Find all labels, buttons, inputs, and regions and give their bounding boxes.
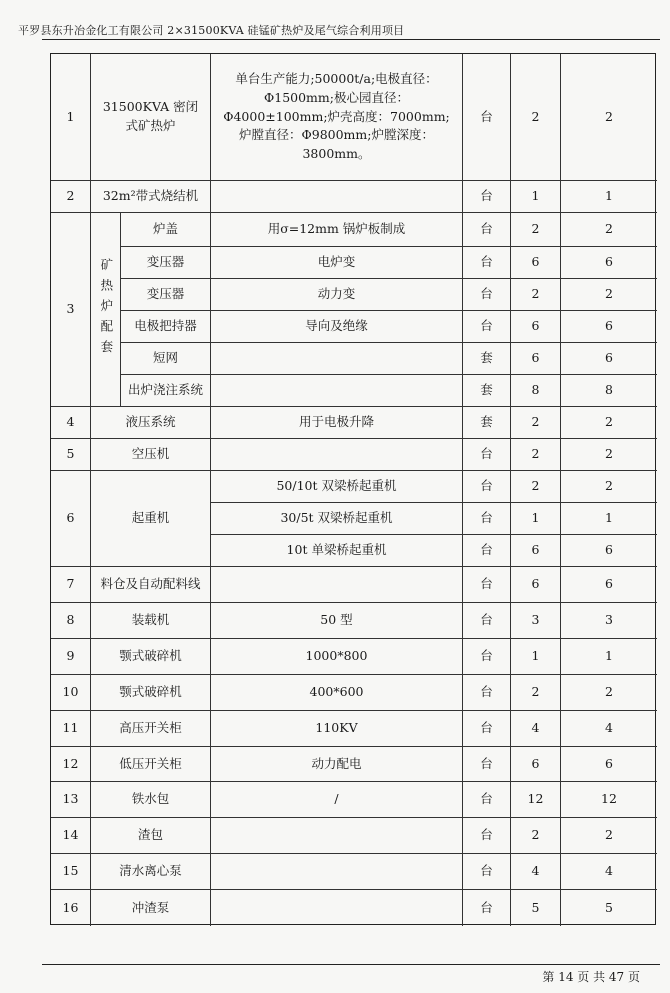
unit-cell: 台 xyxy=(463,675,511,711)
unit-cell: 台 xyxy=(463,711,511,747)
quantity-total-cell: 6 xyxy=(561,567,657,603)
equipment-spec: 用于电极升降 xyxy=(211,407,463,439)
equipment-spec: 动力变 xyxy=(211,279,463,311)
quantity-cell: 2 xyxy=(511,213,561,247)
quantity-cell: 5 xyxy=(511,890,561,926)
row-number: 10 xyxy=(51,675,91,711)
quantity-total-cell: 2 xyxy=(561,439,657,471)
quantity-total-cell: 3 xyxy=(561,603,657,639)
equipment-spec xyxy=(211,890,463,926)
unit-cell: 台 xyxy=(463,181,511,213)
row-number: 15 xyxy=(51,854,91,890)
unit-cell: 台 xyxy=(463,439,511,471)
quantity-total-cell: 2 xyxy=(561,675,657,711)
quantity-total-cell: 2 xyxy=(561,54,657,181)
quantity-total-cell: 1 xyxy=(561,503,657,535)
equipment-name: 渣包 xyxy=(91,818,211,854)
row-number: 14 xyxy=(51,818,91,854)
quantity-cell: 2 xyxy=(511,471,561,503)
footer-rule xyxy=(42,964,660,965)
quantity-total-cell: 2 xyxy=(561,407,657,439)
equipment-spec: 30/5t 双梁桥起重机 xyxy=(211,503,463,535)
unit-cell: 台 xyxy=(463,818,511,854)
equipment-spec: 动力配电 xyxy=(211,747,463,782)
quantity-total-cell: 4 xyxy=(561,854,657,890)
equipment-name: 电极把持器 xyxy=(121,311,211,343)
row-number: 2 xyxy=(51,181,91,213)
equipment-name: 32m²带式烧结机 xyxy=(91,181,211,213)
equipment-name: 短网 xyxy=(121,343,211,375)
equipment-spec: / xyxy=(211,782,463,818)
quantity-total-cell: 6 xyxy=(561,535,657,567)
unit-cell: 台 xyxy=(463,603,511,639)
equipment-spec: 单台生产能力;50000t/a;电极直径：Φ1500mm;极心园直径：Φ4000±100mm;炉壳高度：7000mm;炉膛直径：Φ9800mm;炉膛深度：3800mm。 xyxy=(211,54,463,181)
equipment-name: 出炉浇注系统 xyxy=(121,375,211,407)
quantity-cell: 2 xyxy=(511,407,561,439)
equipment-spec: 10t 单梁桥起重机 xyxy=(211,535,463,567)
quantity-total-cell: 2 xyxy=(561,213,657,247)
equipment-spec xyxy=(211,439,463,471)
quantity-cell: 1 xyxy=(511,503,561,535)
unit-cell: 台 xyxy=(463,247,511,279)
quantity-total-cell: 6 xyxy=(561,247,657,279)
quantity-cell: 2 xyxy=(511,675,561,711)
quantity-cell: 6 xyxy=(511,311,561,343)
quantity-total-cell: 4 xyxy=(561,711,657,747)
equipment-spec xyxy=(211,375,463,407)
header-rule xyxy=(42,39,660,40)
row-number: 16 xyxy=(51,890,91,926)
unit-cell: 台 xyxy=(463,311,511,343)
unit-cell: 台 xyxy=(463,854,511,890)
equipment-spec: 1000*800 xyxy=(211,639,463,675)
quantity-cell: 12 xyxy=(511,782,561,818)
row-number: 7 xyxy=(51,567,91,603)
quantity-total-cell: 6 xyxy=(561,311,657,343)
equipment-name: 变压器 xyxy=(121,247,211,279)
equipment-name: 清水离心泵 xyxy=(91,854,211,890)
equipment-spec xyxy=(211,567,463,603)
equipment-name: 31500KVA 密闭式矿热炉 xyxy=(91,54,211,181)
quantity-total-cell: 2 xyxy=(561,818,657,854)
row-number: 12 xyxy=(51,747,91,782)
document-header: 平罗县东升冶金化工有限公司 2×31500KVA 硅锰矿热炉及尾气综合利用项目 xyxy=(18,24,405,37)
row-number: 11 xyxy=(51,711,91,747)
equipment-spec: 电炉变 xyxy=(211,247,463,279)
equipment-spec: 50/10t 双梁桥起重机 xyxy=(211,471,463,503)
equipment-table xyxy=(50,53,656,925)
equipment-name: 颚式破碎机 xyxy=(91,639,211,675)
quantity-total-cell: 1 xyxy=(561,639,657,675)
quantity-total-cell: 12 xyxy=(561,782,657,818)
quantity-total-cell: 8 xyxy=(561,375,657,407)
unit-cell: 台 xyxy=(463,54,511,181)
quantity-cell: 6 xyxy=(511,535,561,567)
unit-cell: 台 xyxy=(463,471,511,503)
row-number: 8 xyxy=(51,603,91,639)
quantity-cell: 8 xyxy=(511,375,561,407)
unit-cell: 台 xyxy=(463,503,511,535)
quantity-cell: 1 xyxy=(511,181,561,213)
equipment-spec xyxy=(211,854,463,890)
quantity-cell: 4 xyxy=(511,854,561,890)
row-number: 5 xyxy=(51,439,91,471)
equipment-spec xyxy=(211,818,463,854)
row-number: 13 xyxy=(51,782,91,818)
quantity-total-cell: 5 xyxy=(605,899,613,915)
row-number: 6 xyxy=(51,471,91,567)
row-number: 1 xyxy=(51,54,91,181)
unit-cell: 台 xyxy=(463,213,511,247)
unit-cell: 台 xyxy=(463,782,511,818)
equipment-name: 液压系统 xyxy=(91,407,211,439)
equipment-name: 高压开关柜 xyxy=(91,711,211,747)
equipment-name: 铁水包 xyxy=(91,782,211,818)
equipment-spec: 110KV xyxy=(211,711,463,747)
equipment-name: 炉盖 xyxy=(121,213,211,247)
unit-cell: 台 xyxy=(463,639,511,675)
unit-cell: 台 xyxy=(463,747,511,782)
quantity-cell: 2 xyxy=(511,818,561,854)
quantity-cell: 2 xyxy=(511,439,561,471)
equipment-name: 料仓及自动配料线 xyxy=(91,567,211,603)
row-number: 9 xyxy=(51,639,91,675)
row-number: 4 xyxy=(51,407,91,439)
equipment-name: 冲渣泵 xyxy=(91,890,211,926)
equipment-spec: 400*600 xyxy=(211,675,463,711)
unit-cell: 台 xyxy=(463,890,511,926)
page-number: 第 14 页 共 47 页 xyxy=(542,970,640,984)
quantity-cell: 2 xyxy=(511,279,561,311)
equipment-spec xyxy=(211,343,463,375)
equipment-spec xyxy=(211,181,463,213)
row-number: 3 xyxy=(51,213,91,407)
quantity-cell: 3 xyxy=(511,603,561,639)
quantity-total-cell: 1 xyxy=(561,181,657,213)
equipment-name: 空压机 xyxy=(91,439,211,471)
unit-cell: 台 xyxy=(463,535,511,567)
quantity-cell: 6 xyxy=(511,567,561,603)
quantity-total-cell: 6 xyxy=(561,343,657,375)
equipment-spec: 导向及绝缘 xyxy=(211,311,463,343)
equipment-name: 低压开关柜 xyxy=(91,747,211,782)
quantity-cell: 6 xyxy=(511,247,561,279)
quantity-cell: 6 xyxy=(511,747,561,782)
equipment-name: 颚式破碎机 xyxy=(91,675,211,711)
equipment-spec: 50 型 xyxy=(211,603,463,639)
equipment-spec: 用σ=12mm 锅炉板制成 xyxy=(211,213,463,247)
equipment-name: 变压器 xyxy=(121,279,211,311)
quantity-cell: 1 xyxy=(511,639,561,675)
quantity-total-cell: 6 xyxy=(561,747,657,782)
unit-cell: 台 xyxy=(463,279,511,311)
quantity-total-cell: 2 xyxy=(561,471,657,503)
quantity-cell: 4 xyxy=(511,711,561,747)
quantity-total-cell: 2 xyxy=(561,279,657,311)
quantity-cell: 6 xyxy=(511,343,561,375)
equipment-name: 起重机 xyxy=(91,471,211,567)
quantity-cell: 2 xyxy=(511,54,561,181)
unit-cell: 套 xyxy=(463,375,511,407)
unit-cell: 套 xyxy=(463,407,511,439)
equipment-name: 装载机 xyxy=(91,603,211,639)
group-label: 矿热炉配套 xyxy=(91,213,121,407)
unit-cell: 套 xyxy=(463,343,511,375)
unit-cell: 台 xyxy=(463,567,511,603)
